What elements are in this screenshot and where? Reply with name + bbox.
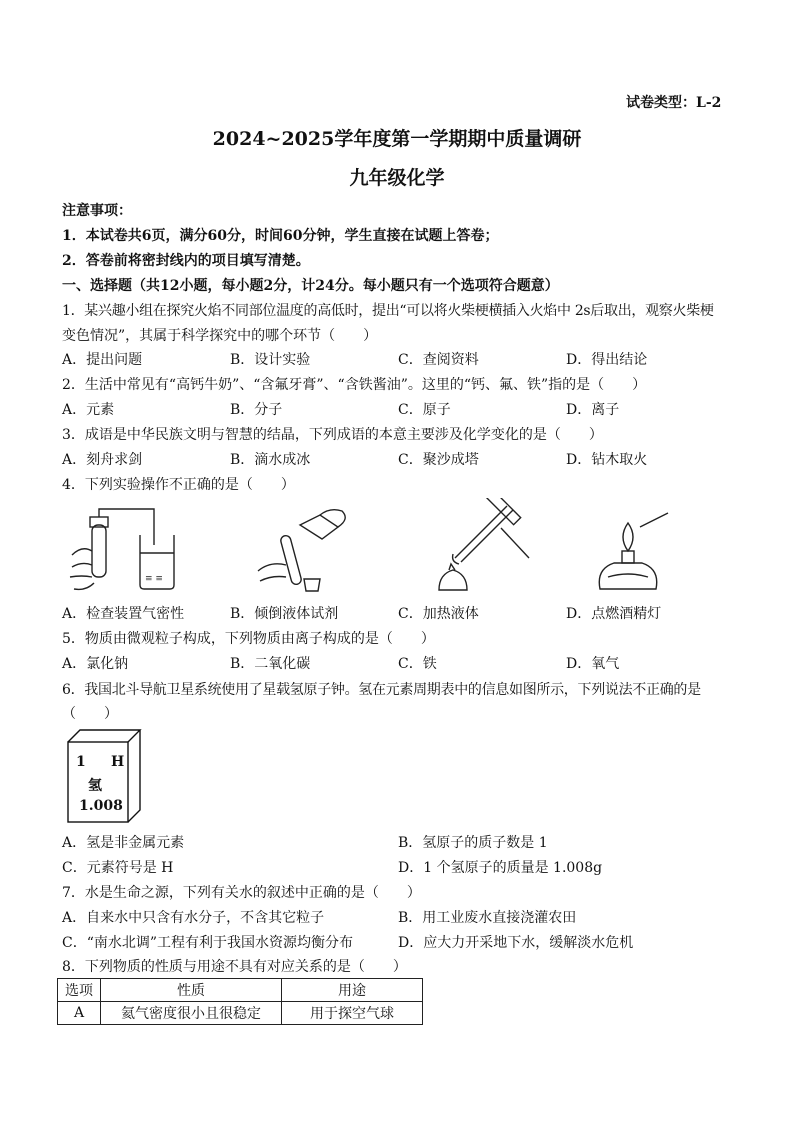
q2-option-b: B．分子	[230, 402, 283, 418]
question-5: 5．物质由微观粒子构成，下列物质由离子构成的是（ ）	[62, 631, 435, 647]
element-symbol: H	[111, 754, 125, 770]
exam-title: 2024~2025学年度第一学期期中质量调研	[212, 128, 582, 150]
table-header-cell: 选项	[58, 979, 101, 1002]
table-cell: 氦气密度很小且很稳定	[101, 1002, 282, 1025]
element-name: 氢	[88, 778, 102, 794]
question-3: 3．成语是中华民族文明与智慧的结晶，下列成语的本意主要涉及化学变化的是（ ）	[62, 427, 603, 443]
notes-heading: 注意事项：	[62, 203, 132, 219]
q5-option-d: D．氧气	[566, 656, 620, 672]
q2-option-a: A．元素	[62, 402, 115, 418]
q7-option-b: B．用工业废水直接浇灌农田	[398, 910, 577, 926]
heat-liquid-figure	[425, 498, 540, 596]
q2-option-d: D．离子	[566, 402, 620, 418]
q3-option-b: B．滴水成冰	[230, 452, 311, 468]
q4-option-d: D．点燃酒精灯	[566, 606, 662, 622]
q6-option-a: A．氢是非金属元素	[62, 835, 185, 851]
element-number: 1	[76, 754, 86, 770]
q1-option-d: D．得出结论	[566, 352, 648, 368]
q1-option-a: A．提出问题	[62, 352, 143, 368]
pour-liquid-figure	[250, 505, 360, 595]
exam-subtitle: 九年级化学	[349, 167, 445, 189]
q2-option-c: C．原子	[398, 402, 451, 418]
question-6-line2: （ ）	[62, 706, 118, 722]
q3-option-a: A．刻舟求剑	[62, 452, 143, 468]
q6-option-d: D．1 个氢原子的质量是 1.008g	[398, 860, 603, 876]
q5-option-b: B．二氧化碳	[230, 656, 311, 672]
q4-option-c: C．加热液体	[398, 606, 479, 622]
q1-option-c: C．查阅资料	[398, 352, 479, 368]
q5-option-a: A．氯化钠	[62, 656, 129, 672]
table-header-cell: 用途	[282, 979, 423, 1002]
note-item: 2．答卷前将密封线内的项目填写清楚。	[62, 253, 310, 269]
svg-text:≡ ≡: ≡ ≡	[145, 574, 163, 584]
question-6-line1: 6．我国北斗导航卫星系统使用了星载氢原子钟。氢在元素周期表中的信息如图所示，下列说法不正确的是	[62, 682, 701, 698]
question-4: 4．下列实验操作不正确的是（ ）	[62, 477, 295, 493]
element-tile-figure	[66, 728, 142, 824]
q3-option-d: D．钻木取火	[566, 452, 648, 468]
question-8: 8．下列物质的性质与用途不具有对应关系的是（ ）	[62, 959, 407, 975]
section-heading: 一、选择题（共12小题，每小题2分，计24分。每小题只有一个选项符合题意）	[62, 278, 559, 294]
question-7: 7．水是生命之源，下列有关水的叙述中正确的是（ ）	[62, 885, 421, 901]
q7-option-d: D．应大力开采地下水，缓解淡水危机	[398, 935, 634, 951]
note-item: 1．本试卷共6页，满分60分，时间60分钟，学生直接在试题上答卷；	[62, 228, 499, 244]
light-lamp-figure	[588, 505, 678, 595]
table-header-row	[58, 979, 423, 1002]
q6-option-b: B．氢原子的质子数是 1	[398, 835, 548, 851]
element-mass: 1.008	[79, 798, 123, 814]
q7-option-c: C．“南水北调”工程有利于我国水资源均衡分布	[62, 935, 354, 951]
table-cell: A	[58, 1002, 101, 1025]
question-1-line2: 变色情况”，其属于科学探究中的哪个环节（ ）	[62, 328, 378, 344]
q8-table	[57, 978, 423, 1025]
q7-option-a: A．自来水中只含有水分子，不含其它粒子	[62, 910, 325, 926]
q6-option-c: C．元素符号是 H	[62, 860, 174, 876]
q5-option-c: C．铁	[398, 656, 437, 672]
paper-type: 试卷类型：L-2	[626, 95, 722, 111]
q1-option-b: B．设计实验	[230, 352, 311, 368]
question-1-line1: 1．某兴趣小组在探究火焰不同部位温度的高低时，提出“可以将火柴梗横插入火焰中 2s后取出，观察火柴梗	[62, 303, 714, 319]
q3-option-c: C．聚沙成塔	[398, 452, 479, 468]
q4-option-a: A．检查装置气密性	[62, 606, 185, 622]
question-2: 2．生活中常见有“高钙牛奶”、“含氟牙膏”、“含铁酱油”。这里的“钙、氟、铁”指的是（ ）	[62, 377, 647, 393]
table-cell: 用于探空气球	[282, 1002, 423, 1025]
q4-option-b: B．倾倒液体试剂	[230, 606, 339, 622]
airtight-check-figure	[62, 505, 182, 595]
table-header-cell: 性质	[101, 979, 282, 1002]
table-row	[58, 1002, 423, 1025]
